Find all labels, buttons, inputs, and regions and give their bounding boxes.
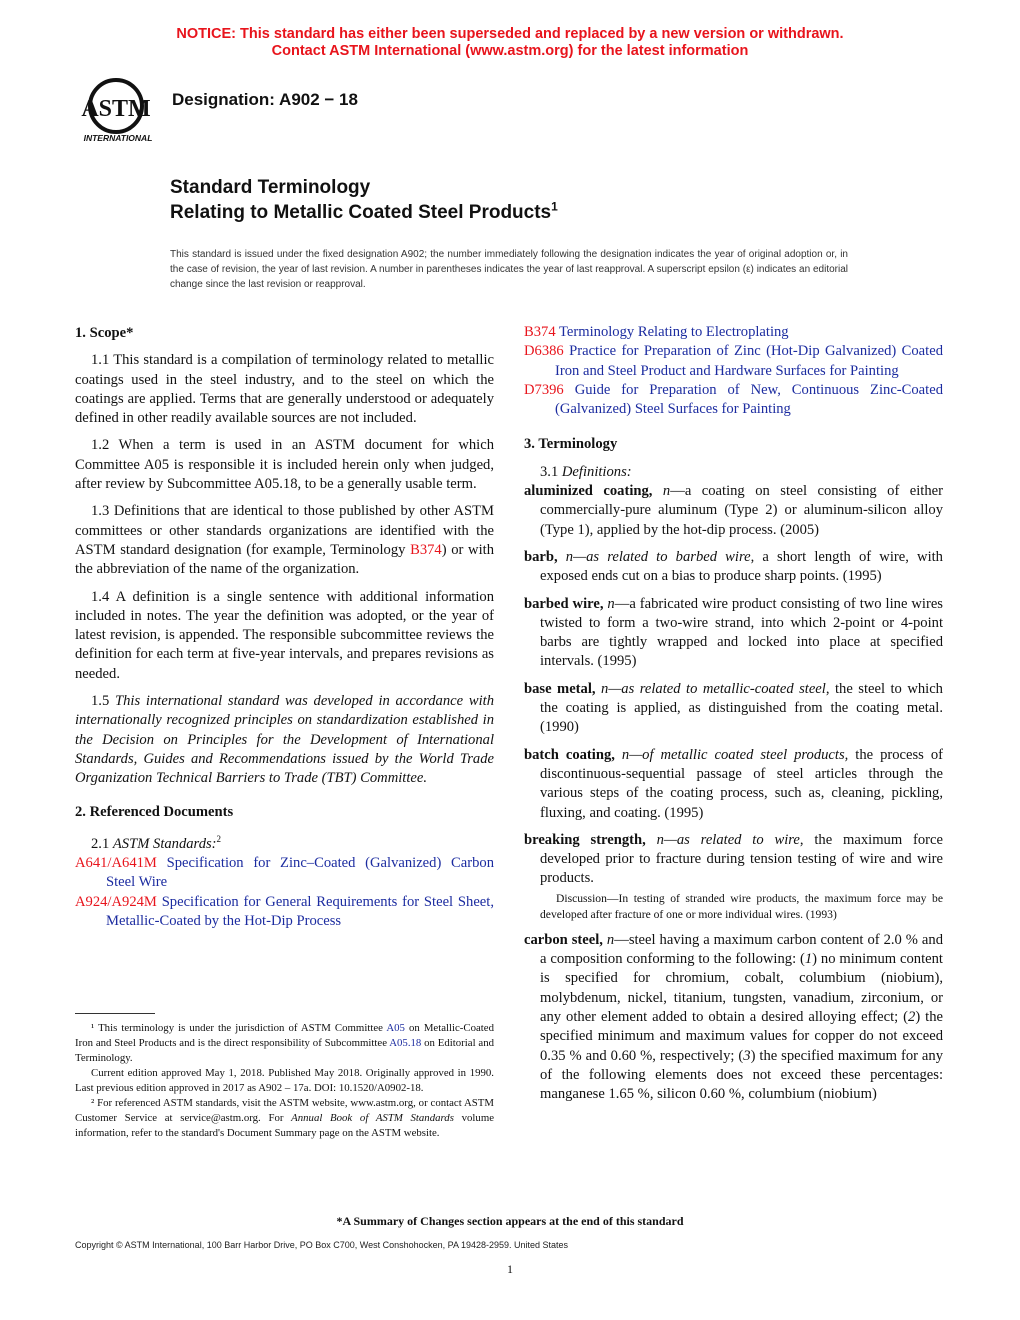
scope-1-3: [75, 502, 494, 579]
fn2-text-b: volume information, refer to the standard's Document Summary page on the ASTM website.: [75, 1112, 495, 1139]
ref-title[interactable]: Specification for General Requirements for Steel Sheet, Metallic-Coated by the Hot-Dip Process: [106, 893, 494, 929]
term-qualifier: —of metallic coated steel products,: [629, 746, 849, 763]
title-line-2-text: Relating to Metallic Coated Steel Products: [170, 202, 552, 223]
carbon-text-2: ) no minimum content is specified for chromium, cobalt, columbium (niobium), molybdenum, nickel, titanium, tungsten, vanadium, zirconium, or any other element added to obtain a desired alloying effect; (: [540, 951, 943, 1025]
term-definition: , a short length of wire, with exposed ends cut on a bias to produce sharp points. (1995): [540, 548, 943, 585]
ref-code[interactable]: D6386: [524, 343, 564, 360]
ref-code[interactable]: A641/A641M: [75, 854, 157, 871]
reference-item[interactable]: [524, 381, 943, 420]
term-pos: n: [557, 548, 574, 565]
footnote-1: [75, 1021, 494, 1066]
astm-logo: [74, 76, 162, 144]
term-name: batch coating,: [524, 746, 615, 763]
scope-1-5-num: 1.5: [91, 693, 116, 710]
term-entry: [524, 548, 943, 587]
withdrawal-notice: [0, 26, 1020, 60]
term-name: barb,: [524, 548, 558, 565]
reference-item[interactable]: [524, 342, 943, 381]
ref-title[interactable]: Specification for Zinc–Coated (Galvanized) Carbon Steel Wire: [106, 854, 494, 891]
term-name: carbon steel,: [524, 931, 603, 948]
term-name: barbed wire,: [524, 595, 604, 612]
notice-line-1: NOTICE: This standard has either been superseded and replaced by a new version or withdrawn.: [176, 26, 844, 42]
referenced-heading: 2. Referenced Documents: [75, 803, 234, 820]
scope-1-5-text: This international standard was developed in accordance with internationally recognized principles on standardization established in the Decision on Principles for the Development of International Standards, Guides and Recommendations issued by the World Trade Organization Technical Barriers to Trade (TBT) Committee.: [75, 693, 495, 787]
document-title: [170, 175, 558, 225]
carbon-text-3: ) the specified minimum and maximum values for copper do not exceed 0.35 % and 0.60 %, respectively; (: [540, 1008, 943, 1064]
issuance-statement: This standard is issued under the fixed designation A902; the number immediately following the designation indicates the year of original adoption or, in the case of revision, the year of last revision. A number in parentheses indicates the year of last reapproval. A superscript epsilon (ε) indicates an editorial change since the last revision or reapproval.: [170, 249, 848, 290]
discussion-note: Discussion—In testing of stranded wire products, the maximum force may be developed after fracture of one or more individual wires. (1993): [540, 891, 943, 921]
scope-1-3-text-b: ) or with the abbreviation of the name of the organization.: [75, 541, 494, 578]
term-name: breaking strength,: [524, 831, 646, 848]
term-definition: the process of discontinuous-sequential passage of steel articles through the various steps of the coating process, such as, cleaning, pickling, fluxing, and coating. (1995): [540, 746, 943, 821]
ref-title[interactable]: Terminology Relating to Electroplating: [559, 324, 789, 340]
carbon-text-4: ) the specified maximum for any of the following elements does not exceed these percentages: manganese 1.65 %, silicon 0.60 %, columbium (niobium): [540, 1047, 943, 1103]
term-pos: n: [595, 680, 609, 697]
title-line-2: [170, 200, 558, 225]
term-entry: [524, 482, 943, 540]
term-entry: [524, 595, 943, 672]
scope-1-2: 1.2 When a term is used in an ASTM document for which Committee A05 is responsible it is included herein only when judged, after review by Subcommittee A05.18, to be a generally usable term.: [75, 437, 494, 493]
reference-item[interactable]: [75, 893, 494, 932]
def-sub-num: 3.1: [540, 463, 562, 480]
copyright-line: Copyright © ASTM International, 100 Barr Harbor Drive, PO Box C700, West Conshohocken, PA 19428-2959. United States: [75, 1240, 569, 1250]
page-number: 1: [507, 1262, 513, 1276]
term-entry-carbon-steel: [524, 931, 943, 1105]
scope-b374-link[interactable]: B374: [410, 541, 442, 558]
term-name: base metal,: [524, 680, 596, 697]
term-definition: —a coating on steel consisting of either commercially-pure aluminum (Type 2) or aluminum-silicon alloy (Type 1), applied by the hot-dip process. (2005): [540, 483, 943, 538]
notice-line-2: Contact ASTM International (www.astm.org) for the latest information: [271, 43, 749, 59]
term-pos: n: [652, 483, 671, 500]
fn1-text-b: on Metallic-Coated Iron and Steel Products and is the direct responsibility of Subcommittee: [75, 1022, 494, 1049]
footnote-1-edition: Current edition approved May 1, 2018. Published May 2018. Originally approved in 1990. Last previous edition approved in 2017 as A902 – 17a. DOI: 10.1520/A0902-18.: [75, 1067, 494, 1094]
fn2-italic: Annual Book of ASTM Standards: [291, 1112, 454, 1124]
definitions-label: [524, 463, 943, 482]
scope-heading: 1. Scope*: [75, 325, 134, 341]
fn2-text-a: ² For referenced ASTM standards, visit the ASTM website, www.astm.org, or contact ASTM Customer Service at service@astm.org. For: [75, 1097, 494, 1124]
term-qualifier: —as related to wire: [663, 831, 800, 848]
ref-code[interactable]: A924/A924M: [75, 893, 157, 910]
term-name: aluminized coating,: [524, 483, 653, 500]
term-entry: [524, 680, 943, 738]
footnote-2: [75, 1096, 494, 1141]
term-definition: —a fabricated wire product consisting of two line wires twisted to form a two-wire strand, into which 2-point or 4-point barbs are tightly wrapped and locked into place at specified intervals. (1995): [540, 595, 943, 670]
reference-item[interactable]: [524, 323, 943, 342]
carbon-num-3: 3: [743, 1047, 751, 1064]
fn1-text-c: on Editorial and Terminology.: [75, 1037, 494, 1064]
ref-sub-label: ASTM Standards:: [112, 835, 217, 852]
ref-code[interactable]: D7396: [524, 381, 564, 398]
footnotes: [75, 1021, 494, 1141]
ref-title[interactable]: Guide for Preparation of New, Continuous Zinc-Coated (Galvanized) Steel Surfaces for Painting: [555, 381, 943, 418]
ref-title[interactable]: Practice for Preparation of Zinc (Hot-Dip Galvanized) Coated Iron and Steel Product and Hardware Surfaces for Painting: [555, 343, 943, 379]
footnote-rule: [75, 1013, 155, 1014]
left-column: [75, 324, 494, 931]
logo-subtext: INTERNATIONAL: [83, 133, 153, 143]
def-sub-label: Definitions:: [561, 463, 632, 480]
term-entry: [524, 831, 943, 889]
term-pos: n: [614, 746, 630, 763]
term-pos: n: [602, 931, 615, 948]
term-qualifier: —as related to metallic-coated steel: [608, 680, 826, 697]
right-column: [524, 324, 943, 1112]
carbon-text-1: —steel having a maximum carbon content of 2.0 % and a composition conforming to the following: (: [540, 931, 943, 968]
ref-code[interactable]: B374: [524, 324, 556, 340]
scope-1-5: [75, 692, 494, 788]
astm-standards-label: [75, 830, 494, 854]
ref-sub-num: 2.1: [91, 835, 113, 852]
scope-1-1: 1.1 This standard is a compilation of terminology related to metallic coatings used in the steel industry, and to the steel on which the coatings are applied. Terms that are generally understood or adequately defined in other readily available sources are not included.: [75, 352, 494, 427]
reference-item[interactable]: [75, 854, 494, 893]
logo-text: ASTM: [81, 96, 151, 122]
summary-of-changes-note: *A Summary of Changes section appears at the end of this standard: [336, 1214, 684, 1228]
carbon-num-1: 1: [804, 951, 813, 968]
term-pos: n: [603, 595, 615, 612]
designation: Designation: A902 − 18: [172, 90, 358, 109]
terminology-heading: 3. Terminology: [524, 436, 618, 453]
committee-a05-link[interactable]: A05: [386, 1022, 405, 1034]
term-qualifier: —as related to barbed wire: [573, 548, 751, 565]
title-footnote-marker: 1: [551, 199, 558, 214]
subcommittee-a0518-link[interactable]: A05.18: [389, 1037, 422, 1049]
term-entry: [524, 746, 943, 823]
fn1-text-a: ¹ This terminology is under the jurisdiction of ASTM Committee: [91, 1022, 387, 1034]
term-definition: , the steel to which the coating is applied, as distinguished from the coating metal. (1990): [540, 680, 943, 736]
ref-footnote-marker: 2: [216, 833, 222, 844]
carbon-num-2: 2: [908, 1008, 916, 1025]
term-pos: n: [645, 831, 664, 848]
scope-1-4: 1.4 A definition is a single sentence with additional information included in notes. The year the definition was adopted, or the year of latest revision, is appended. The responsible subcommittee reviews the definition for each term at five-year intervals, and prepares revisions as needed.: [75, 588, 494, 682]
title-line-1: Standard Terminology: [170, 177, 371, 198]
term-definition: , the maximum force developed prior to fracture during tension testing of wire and wire products.: [540, 831, 943, 887]
scope-1-3-text-a: 1.3 Definitions that are identical to those published by other ASTM committees or other standards organizations are identified with the ASTM standard designation (for example, Terminology: [75, 503, 494, 558]
